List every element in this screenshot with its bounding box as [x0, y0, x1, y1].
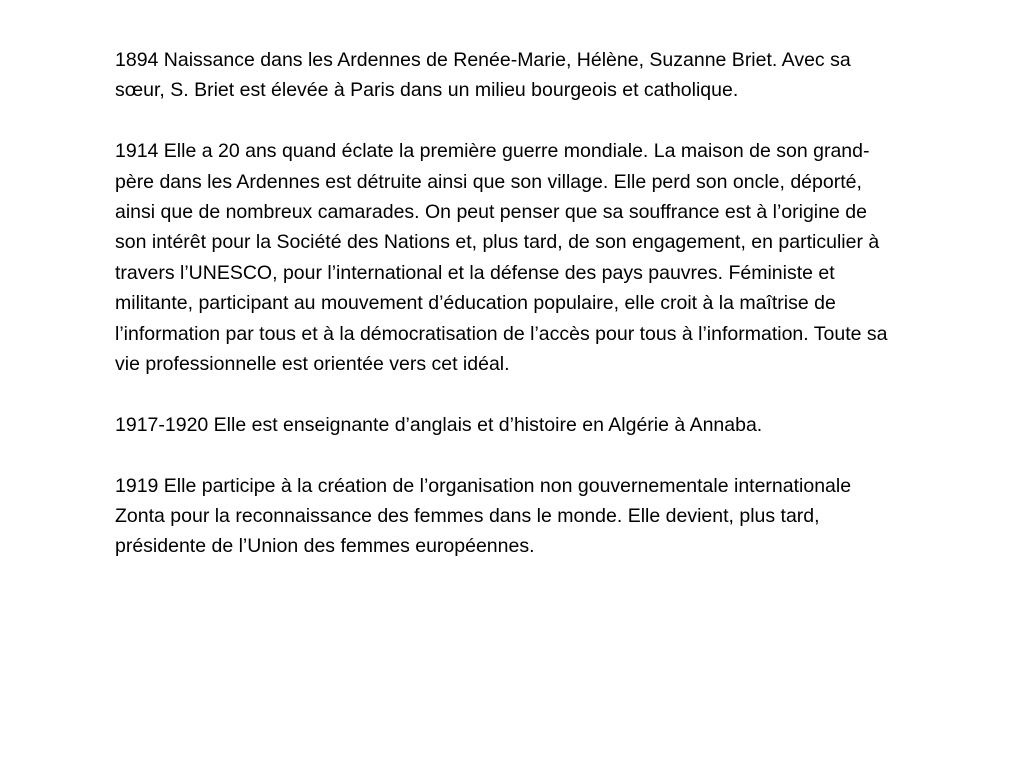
paragraph-1917-1920: 1917-1920 Elle est enseignante d’anglais et d’histoire en Algérie à Annaba.: [115, 413, 763, 436]
paragraph-1919: 1919 Elle participe à la création de l’organisation non gouvernementale internationale Zonta pour la reconnaissance des femmes dans le monde. Elle devient, plus tard, présidente de l’Union des femmes européennes.: [115, 474, 852, 558]
paragraph-1914: 1914 Elle a 20 ans quand éclate la première guerre mondiale. La maison de son grand-père dans les Ardennes est détruite ainsi que son village. Elle perd son oncle, déporté, ainsi que de nombreux camarades. On peut penser que sa souffrance est à l’origine de son intérêt pour la Société des Nations et, plus tard, de son engagement, en particulier à travers l’UNESCO, pour l’international et la défense des pays pauvres. Féministe et militante, participant au mouvement d’éducation populaire, elle croit à la maîtrise de l’information par tous et à la démocratisation de l’accès pour tous à l’information. Toute sa vie professionnelle est orientée vers cet idéal.: [115, 140, 888, 376]
paragraph-1894: 1894 Naissance dans les Ardennes de Renée-Marie, Hélène, Suzanne Briet. Avec sa sœur, S. Briet est élevée à Paris dans un milieu bourgeois et catholique.: [115, 49, 851, 102]
slide-text-body: [115, 45, 895, 562]
